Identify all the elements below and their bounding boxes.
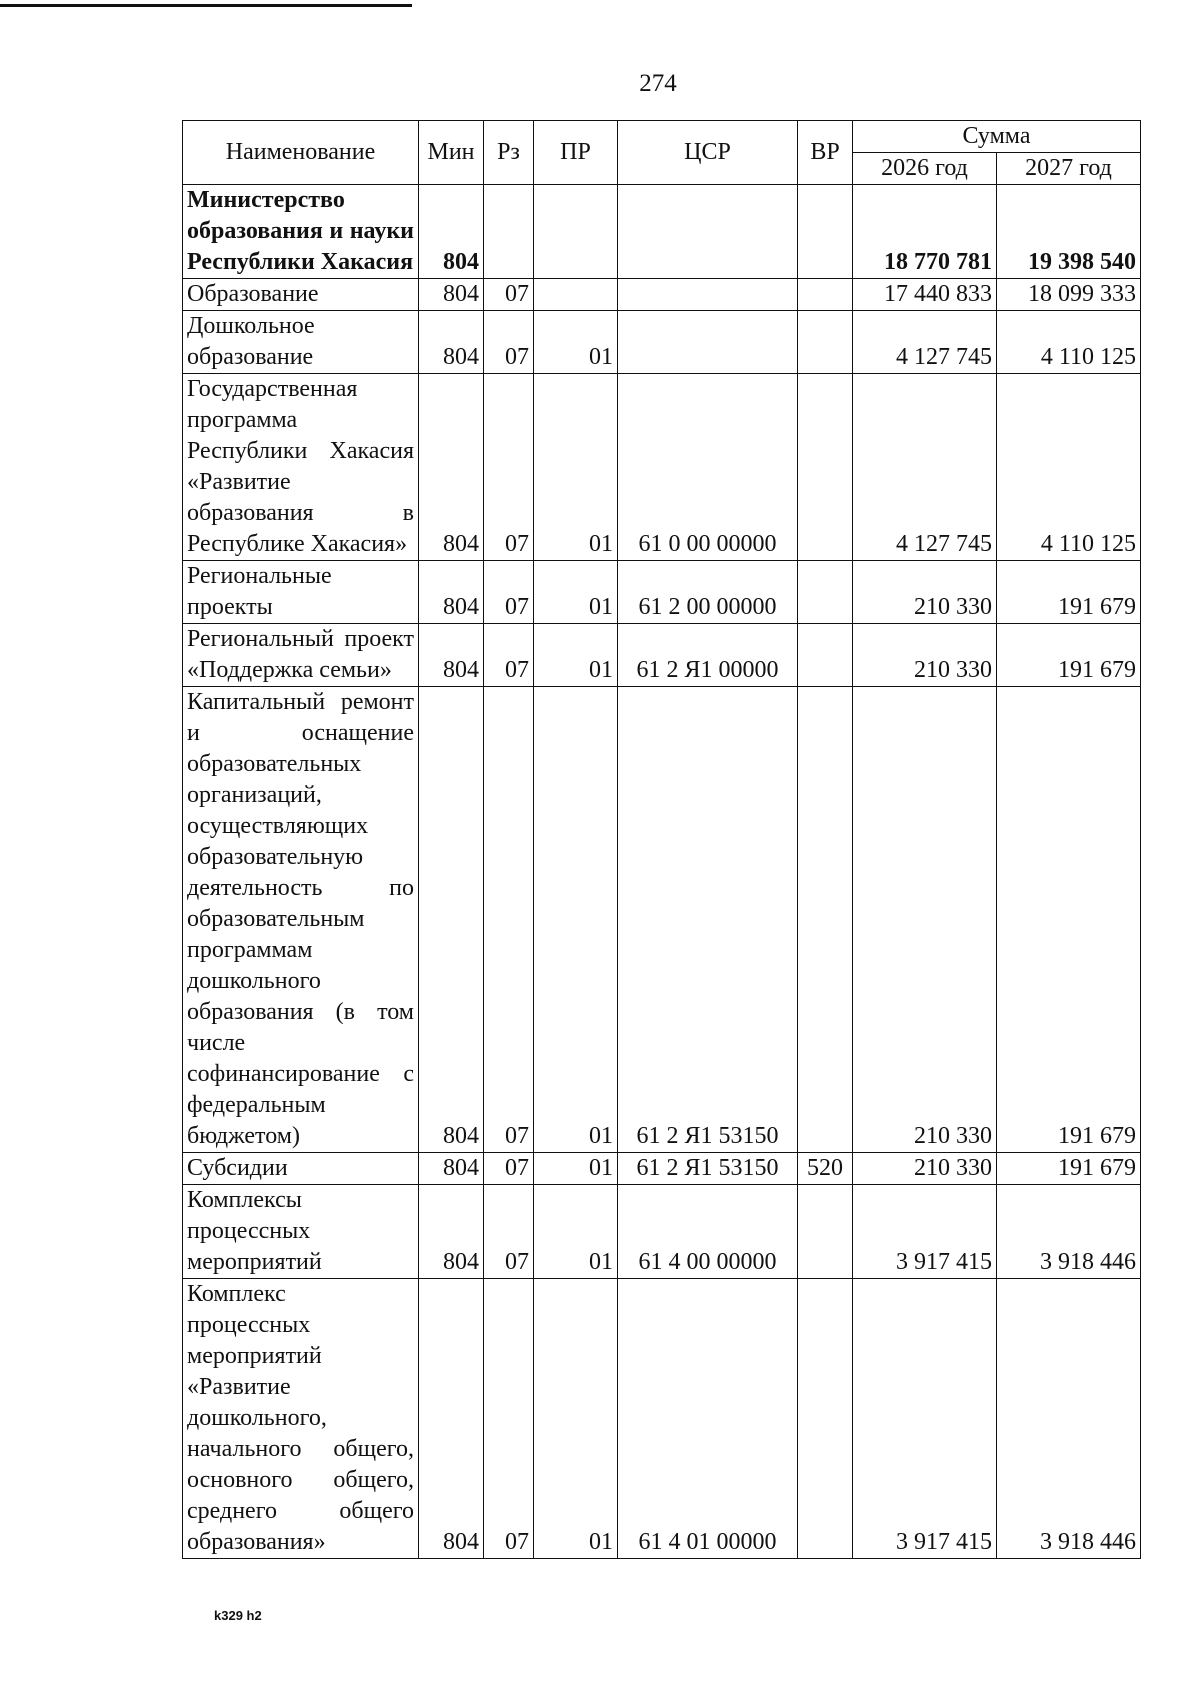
col-header-rz: Рз: [484, 121, 534, 185]
cell-pr: 01: [534, 1279, 618, 1559]
cell-rz: 07: [484, 561, 534, 624]
cell-vr: [798, 185, 853, 279]
cell-pr: 01: [534, 374, 618, 561]
cell-csr: [618, 311, 798, 374]
cell-rz: 07: [484, 311, 534, 374]
cell-min: 804: [419, 279, 484, 311]
cell-amount-2027: 3 918 446: [997, 1279, 1141, 1559]
cell-name: Образование: [183, 279, 419, 311]
cell-name: Региональные проекты: [183, 561, 419, 624]
cell-min: 804: [419, 561, 484, 624]
cell-min: 804: [419, 1185, 484, 1279]
cell-rz: 07: [484, 374, 534, 561]
table-row: [183, 687, 1141, 1153]
cell-name: Дошкольное образование: [183, 311, 419, 374]
cell-min: 804: [419, 687, 484, 1153]
cell-name: Министерство образования и науки Республики Хакасия: [183, 185, 419, 279]
cell-amount-2027: 18 099 333: [997, 279, 1141, 311]
cell-pr: [534, 279, 618, 311]
cell-amount-2026: 18 770 781: [853, 185, 997, 279]
cell-amount-2026: 17 440 833: [853, 279, 997, 311]
cell-min: 804: [419, 185, 484, 279]
cell-rz: 07: [484, 1153, 534, 1185]
cell-pr: [534, 185, 618, 279]
cell-name: Капитальный ремонт и оснащение образовательных организаций, осуществляющих образовательную деятельность по образовательным программам дошкольного образования (в том числе софинансирование с федеральным бюджетом): [183, 687, 419, 1153]
cell-csr: 61 2 Я1 53150: [618, 687, 798, 1153]
cell-rz: 07: [484, 279, 534, 311]
table-row: [183, 311, 1141, 374]
table-row: [183, 1279, 1141, 1559]
cell-pr: 01: [534, 311, 618, 374]
cell-amount-2027: 3 918 446: [997, 1185, 1141, 1279]
cell-min: 804: [419, 311, 484, 374]
table-row: [183, 1185, 1141, 1279]
table-row: [183, 561, 1141, 624]
cell-csr: 61 2 00 00000: [618, 561, 798, 624]
cell-vr: 520: [798, 1153, 853, 1185]
cell-rz: 07: [484, 1185, 534, 1279]
table-row: [183, 374, 1141, 561]
footer-code: k329 h2: [214, 1608, 262, 1623]
cell-pr: 01: [534, 624, 618, 687]
cell-amount-2027: 4 110 125: [997, 374, 1141, 561]
cell-amount-2027: 4 110 125: [997, 311, 1141, 374]
cell-pr: 01: [534, 687, 618, 1153]
cell-name: Комплексы процессных мероприятий: [183, 1185, 419, 1279]
col-header-csr: ЦСР: [618, 121, 798, 185]
cell-min: 804: [419, 1279, 484, 1559]
top-rule: [0, 4, 412, 7]
cell-amount-2026: 4 127 745: [853, 311, 997, 374]
cell-min: 804: [419, 624, 484, 687]
col-header-year-2026: 2026 год: [853, 153, 997, 185]
cell-amount-2026: 4 127 745: [853, 374, 997, 561]
cell-amount-2026: 210 330: [853, 624, 997, 687]
cell-amount-2026: 3 917 415: [853, 1279, 997, 1559]
cell-csr: 61 4 01 00000: [618, 1279, 798, 1559]
cell-min: 804: [419, 1153, 484, 1185]
cell-min: 804: [419, 374, 484, 561]
cell-vr: [798, 1279, 853, 1559]
cell-pr: 01: [534, 561, 618, 624]
cell-vr: [798, 279, 853, 311]
col-header-year-2027: 2027 год: [997, 153, 1141, 185]
cell-vr: [798, 687, 853, 1153]
cell-amount-2027: 191 679: [997, 1153, 1141, 1185]
page-number: 274: [639, 70, 677, 97]
cell-csr: 61 4 00 00000: [618, 1185, 798, 1279]
cell-rz: 07: [484, 687, 534, 1153]
col-header-name: Наименование: [183, 121, 419, 185]
cell-amount-2026: 3 917 415: [853, 1185, 997, 1279]
table-row: [183, 279, 1141, 311]
cell-csr: [618, 185, 798, 279]
cell-name: Субсидии: [183, 1153, 419, 1185]
cell-pr: 01: [534, 1185, 618, 1279]
col-header-sum: Сумма: [853, 121, 1141, 153]
cell-amount-2027: 19 398 540: [997, 185, 1141, 279]
cell-amount-2026: 210 330: [853, 1153, 997, 1185]
cell-pr: 01: [534, 1153, 618, 1185]
cell-csr: 61 2 Я1 53150: [618, 1153, 798, 1185]
col-header-pr: ПР: [534, 121, 618, 185]
cell-name: Комплекс процессных мероприятий «Развитие дошкольного, начального общего, основного общего, среднего общего образования»: [183, 1279, 419, 1559]
cell-amount-2026: 210 330: [853, 687, 997, 1153]
table-row: [183, 1153, 1141, 1185]
cell-rz: [484, 185, 534, 279]
cell-vr: [798, 311, 853, 374]
table-body: [183, 185, 1141, 1559]
table-row: [183, 185, 1141, 279]
cell-amount-2027: 191 679: [997, 561, 1141, 624]
cell-amount-2027: 191 679: [997, 687, 1141, 1153]
col-header-min: Мин: [419, 121, 484, 185]
cell-csr: [618, 279, 798, 311]
cell-name: Региональный проект «Поддержка семьи»: [183, 624, 419, 687]
cell-vr: [798, 624, 853, 687]
cell-rz: 07: [484, 1279, 534, 1559]
cell-name: Государственная программа Республики Хакасия «Развитие образования в Республике Хакасия»: [183, 374, 419, 561]
cell-amount-2026: 210 330: [853, 561, 997, 624]
table-row: [183, 624, 1141, 687]
header-row: [183, 121, 1141, 153]
cell-vr: [798, 374, 853, 561]
cell-rz: 07: [484, 624, 534, 687]
cell-amount-2027: 191 679: [997, 624, 1141, 687]
cell-vr: [798, 1185, 853, 1279]
cell-csr: 61 0 00 00000: [618, 374, 798, 561]
cell-vr: [798, 561, 853, 624]
col-header-vr: ВР: [798, 121, 853, 185]
cell-csr: 61 2 Я1 00000: [618, 624, 798, 687]
budget-table: [182, 120, 1141, 1559]
